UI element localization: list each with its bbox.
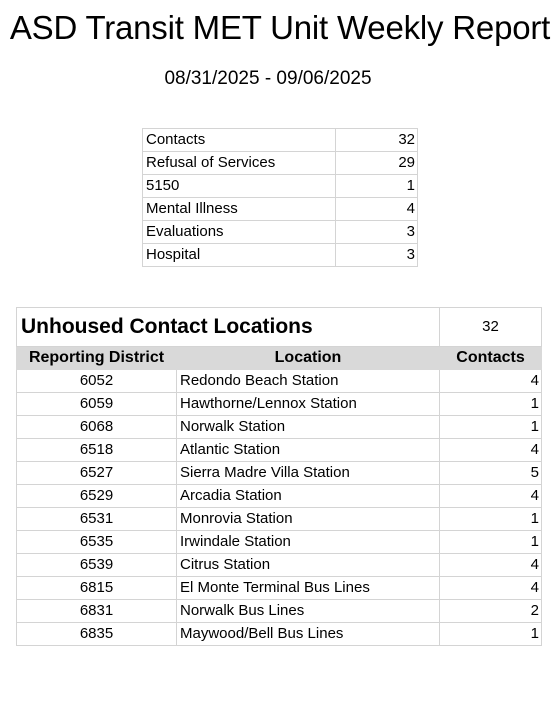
district-cell: 6831 [17,600,177,623]
table-row [17,623,542,646]
summary-value: 32 [336,129,418,152]
location-cell: El Monte Terminal Bus Lines [177,577,440,600]
district-cell: 6835 [17,623,177,646]
table-row [17,439,542,462]
district-cell: 6518 [17,439,177,462]
contacts-cell: 4 [440,554,542,577]
contacts-cell: 1 [440,508,542,531]
district-cell: 6527 [17,462,177,485]
column-header-location: Location [177,347,440,370]
summary-value: 4 [336,198,418,221]
location-cell: Norwalk Bus Lines [177,600,440,623]
column-header-row [17,347,542,370]
summary-label: Refusal of Services [143,152,336,175]
table-row [17,554,542,577]
contacts-cell: 4 [440,370,542,393]
contacts-cell: 1 [440,531,542,554]
summary-value: 3 [336,244,418,267]
locations-rows [17,370,542,646]
location-cell: Citrus Station [177,554,440,577]
district-cell: 6535 [17,531,177,554]
contacts-cell: 1 [440,393,542,416]
district-cell: 6539 [17,554,177,577]
summary-label: Hospital [143,244,336,267]
table-row [17,577,542,600]
district-cell: 6531 [17,508,177,531]
location-cell: Norwalk Station [177,416,440,439]
report-title: ASD Transit MET Unit Weekly Report [9,9,551,46]
table-row [17,600,542,623]
contacts-cell: 4 [440,577,542,600]
table-row [17,370,542,393]
summary-row [143,129,418,152]
contacts-cell: 4 [440,439,542,462]
summary-row [143,244,418,267]
location-cell: Sierra Madre Villa Station [177,462,440,485]
total-contacts-value: 32 [440,308,542,347]
locations-title-row [17,308,542,347]
location-cell: Hawthorne/Lennox Station [177,393,440,416]
table-row [17,531,542,554]
summary-row [143,221,418,244]
summary-value: 1 [336,175,418,198]
summary-value: 3 [336,221,418,244]
district-cell: 6052 [17,370,177,393]
column-header-contacts: Contacts [440,347,542,370]
summary-value: 29 [336,152,418,175]
district-cell: 6815 [17,577,177,600]
district-cell: 6529 [17,485,177,508]
date-range: 08/31/2025 - 09/06/2025 [164,68,372,89]
locations-table-body [17,308,542,370]
summary-row [143,175,418,198]
summary-label: Evaluations [143,221,336,244]
summary-label: Mental Illness [143,198,336,221]
district-cell: 6059 [17,393,177,416]
location-cell: Atlantic Station [177,439,440,462]
contacts-cell: 1 [440,623,542,646]
table-row [17,485,542,508]
location-cell: Irwindale Station [177,531,440,554]
summary-row [143,198,418,221]
contacts-cell: 1 [440,416,542,439]
location-cell: Arcadia Station [177,485,440,508]
location-cell: Monrovia Station [177,508,440,531]
contacts-cell: 2 [440,600,542,623]
column-header-reporting-district: Reporting District [17,347,177,370]
summary-table [142,128,418,267]
contacts-cell: 4 [440,485,542,508]
location-cell: Maywood/Bell Bus Lines [177,623,440,646]
summary-label: 5150 [143,175,336,198]
unhoused-contact-locations-table [16,307,542,646]
summary-row [143,152,418,175]
contacts-cell: 5 [440,462,542,485]
table-row [17,462,542,485]
district-cell: 6068 [17,416,177,439]
table-row [17,393,542,416]
table-row [17,416,542,439]
section-title: Unhoused Contact Locations [17,308,440,347]
location-cell: Redondo Beach Station [177,370,440,393]
summary-table-body [143,129,418,267]
table-row [17,508,542,531]
summary-label: Contacts [143,129,336,152]
